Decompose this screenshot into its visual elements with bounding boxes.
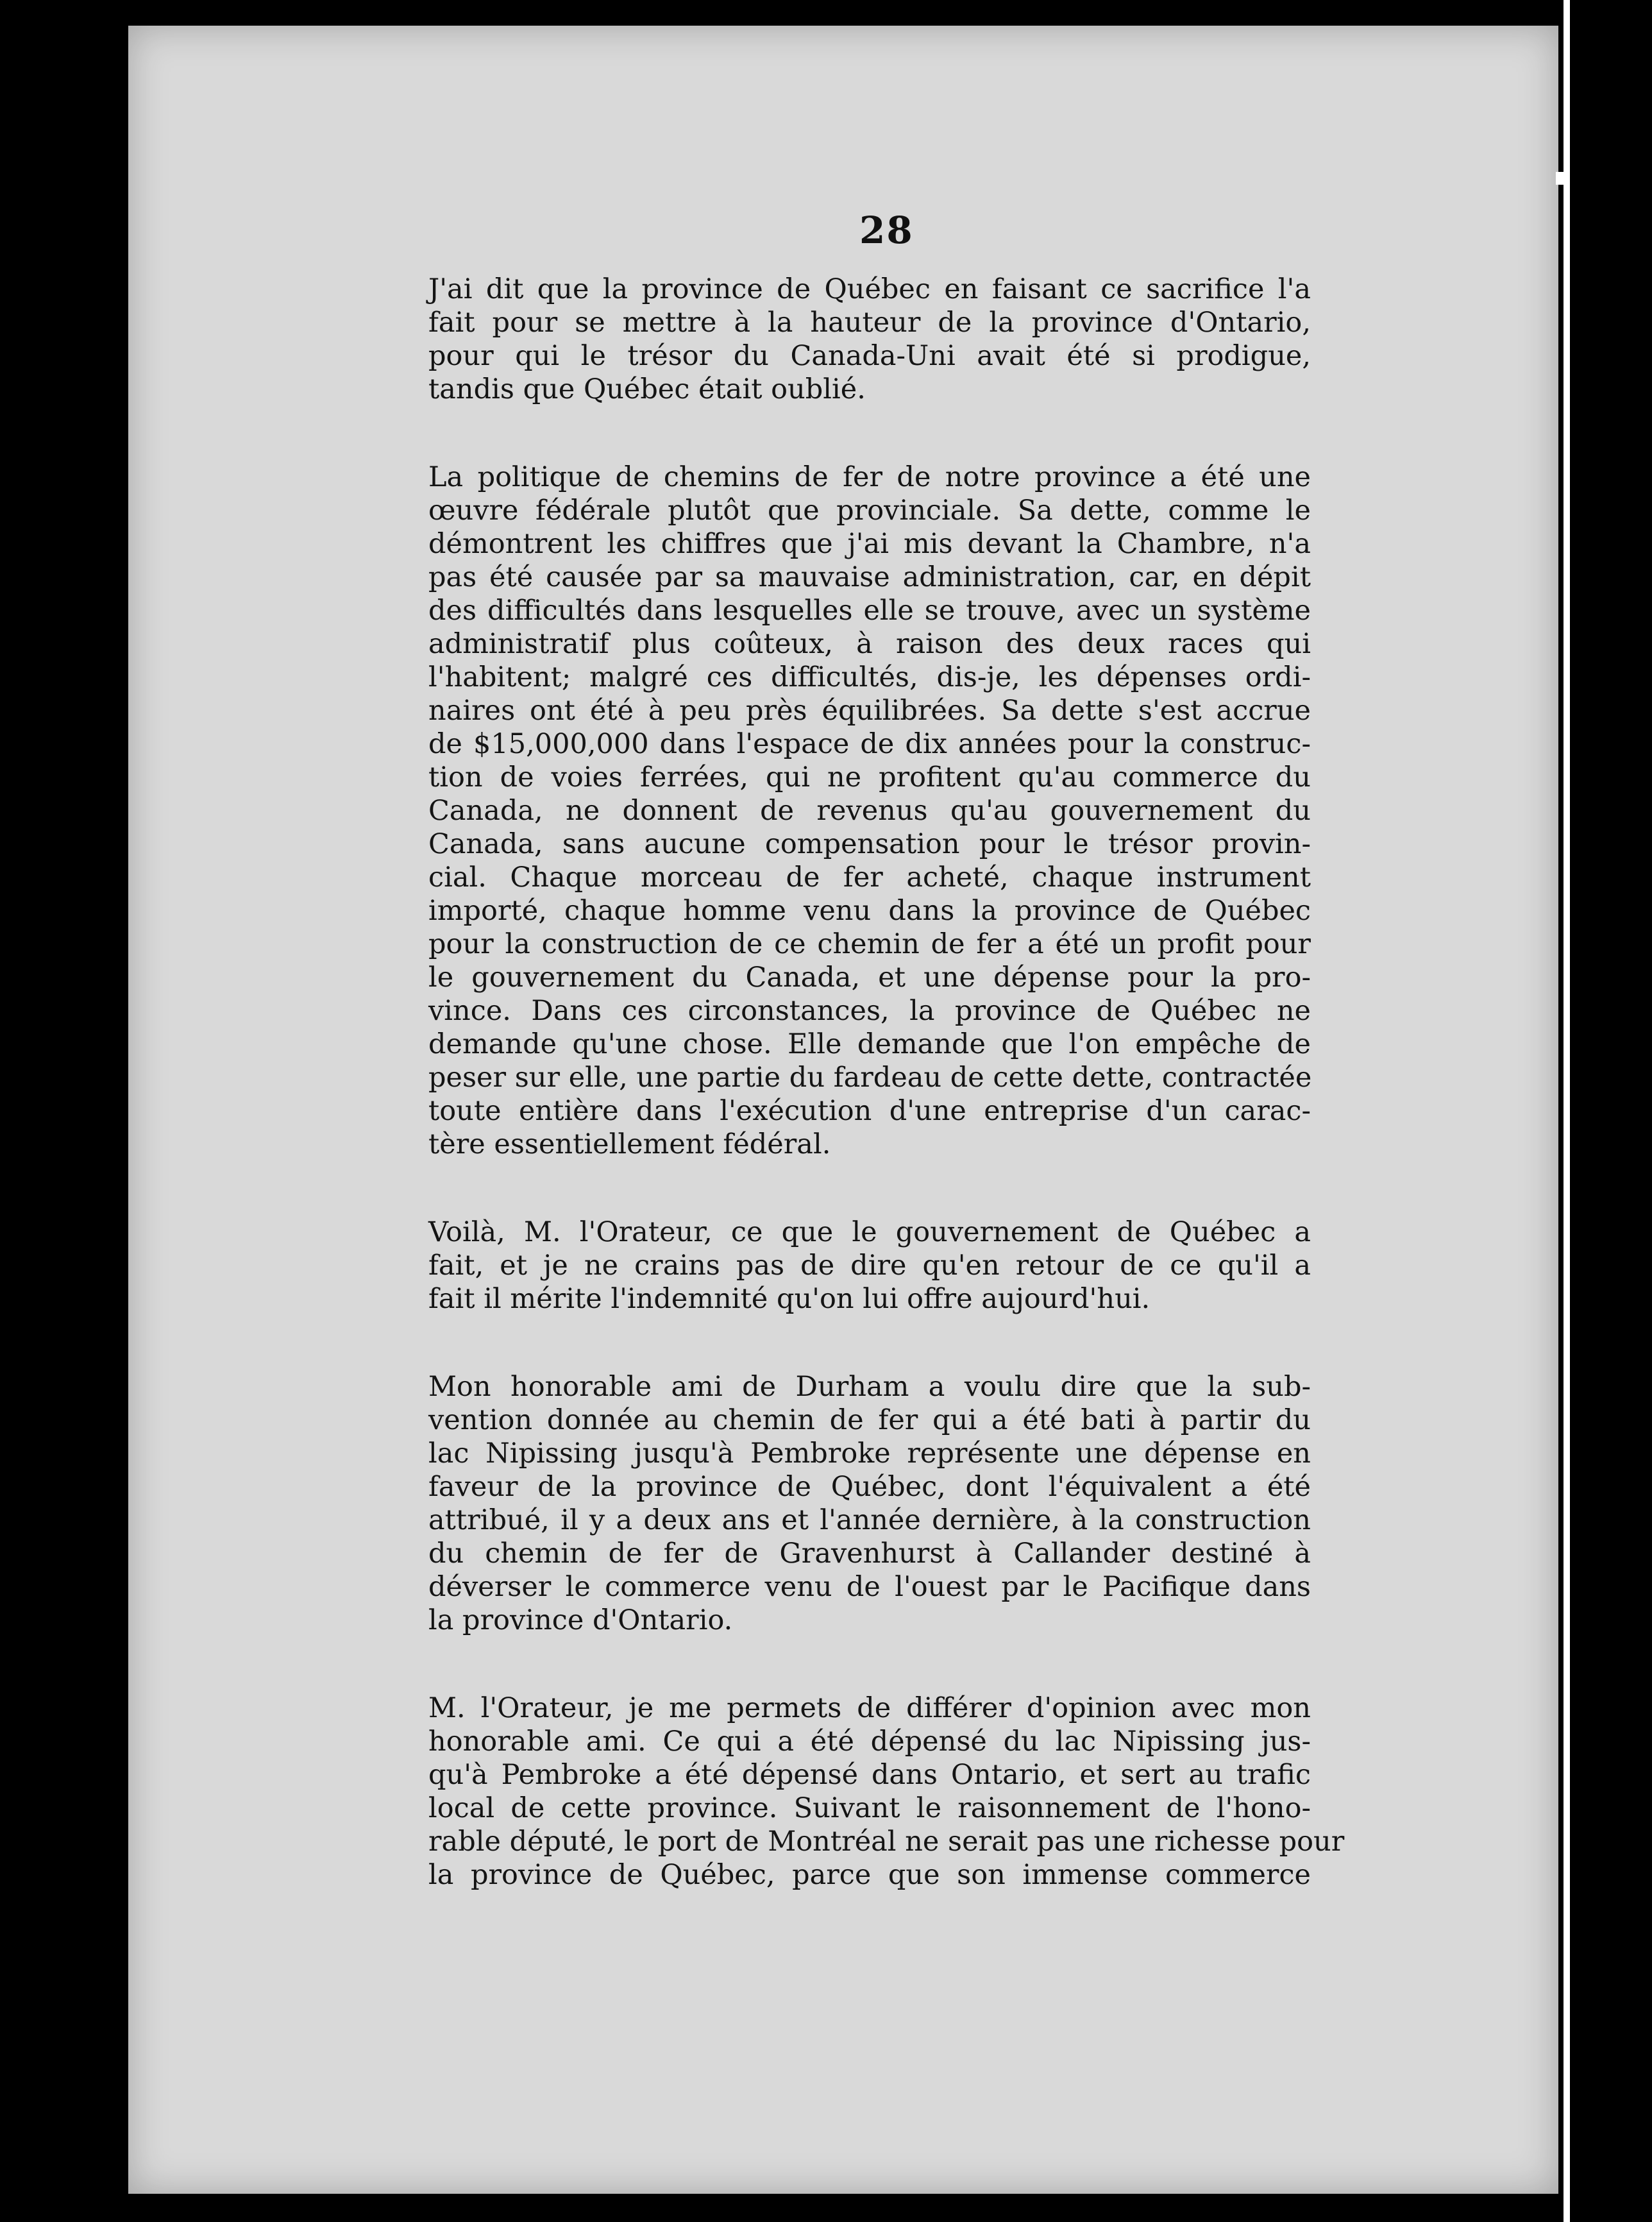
text-line: tandis que Québec était oublié. [428, 373, 866, 405]
text-line: administratif plus coûteux, à raison des deux races qui [428, 628, 1311, 660]
text-line: honorable ami. Ce qui a été dépensé du lac Nipissing jus- [428, 1726, 1311, 1758]
paragraph [428, 1370, 1311, 1637]
text-line: attribué, il y a deux ans et l'année dernière, à la construction [428, 1504, 1311, 1536]
page-edge [1564, 0, 1570, 2222]
text-line: lac Nipissing jusqu'à Pembroke représente une dépense en [428, 1438, 1311, 1470]
text-line: vince. Dans ces circonstances, la province de Québec ne [428, 995, 1311, 1027]
text-line: fait pour se mettre à la hauteur de la province d'Ontario, [428, 307, 1311, 339]
text-line: pour la construction de ce chemin de fer a été un profit pour [428, 928, 1311, 960]
paragraph-gap [428, 406, 1311, 461]
paragraph-gap [428, 1637, 1311, 1692]
text-line: M. l'Orateur, je me permets de différer d'opinion avec mon [428, 1692, 1311, 1724]
paragraph-gap [428, 1161, 1311, 1216]
text-line: la province d'Ontario. [428, 1604, 733, 1636]
text-line: tère essentiellement fédéral. [428, 1128, 831, 1160]
text-line: peser sur elle, une partie du fardeau de cette dette, contractée [428, 1062, 1312, 1094]
text-line: vention donnée au chemin de fer qui a été bati à partir du [428, 1404, 1311, 1436]
text-line: local de cette province. Suivant le raisonnement de l'hono- [428, 1792, 1311, 1824]
text-line: rable député, le port de Montréal ne serait pas une richesse pour [428, 1826, 1345, 1858]
text-line: démontrent les chiffres que j'ai mis devant la Chambre, n'a [428, 528, 1311, 560]
text-line: œuvre fédérale plutôt que provinciale. Sa dette, comme le [428, 495, 1311, 527]
text-line: Mon honorable ami de Durham a voulu dire que la sub- [428, 1371, 1311, 1403]
page-number: 28 [859, 208, 914, 252]
text-line: Voilà, M. l'Orateur, ce que le gouvernement de Québec a [428, 1216, 1311, 1248]
text-line: l'habitent; malgré ces difficultés, dis-je, les dépenses ordi- [428, 661, 1311, 693]
paragraph [428, 1692, 1345, 1892]
text-line: déverser le commerce venu de l'ouest par le Pacifique dans [428, 1571, 1311, 1603]
text-line: La politique de chemins de fer de notre province a été une [428, 461, 1311, 493]
text-line: faveur de la province de Québec, dont l'équivalent a été [428, 1471, 1311, 1503]
text-line: toute entière dans l'exécution d'une entreprise d'un carac- [428, 1095, 1311, 1127]
text-line: cial. Chaque morceau de fer acheté, chaque instrument [428, 861, 1311, 894]
text-line: J'ai dit que la province de Québec en faisant ce sacrifice l'a [428, 273, 1311, 305]
text-line: Canada, ne donnent de revenus qu'au gouvernement du [428, 795, 1311, 827]
paragraph [428, 1216, 1311, 1316]
text-line: Canada, sans aucune compensation pour le trésor provin- [428, 828, 1311, 860]
edge-mark [1556, 172, 1570, 185]
text-line: pas été causée par sa mauvaise administration, car, en dépit [428, 561, 1311, 593]
text-line: de $15,000,000 dans l'espace de dix années pour la construc- [428, 728, 1311, 760]
text-line: fait il mérite l'indemnité qu'on lui offre aujourd'hui. [428, 1283, 1150, 1315]
text-line: qu'à Pembroke a été dépensé dans Ontario, et sert au trafic [428, 1759, 1311, 1791]
text-line: des difficultés dans lesquelles elle se trouve, avec un système [428, 595, 1311, 627]
paragraph [428, 461, 1311, 1161]
text-line: le gouvernement du Canada, et une dépense pour la pro- [428, 962, 1311, 994]
text-line: tion de voies ferrées, qui ne profitent qu'au commerce du [428, 761, 1311, 793]
text-line: naires ont été à peu près équilibrées. Sa dette s'est accrue [428, 695, 1311, 727]
text-line: pour qui le trésor du Canada-Uni avait été si prodigue, [428, 340, 1311, 372]
text-line: demande qu'une chose. Elle demande que l'on empêche de [428, 1028, 1311, 1060]
paragraph-gap [428, 1316, 1311, 1370]
text-line: importé, chaque homme venu dans la province de Québec [428, 895, 1311, 927]
body-text [428, 273, 1345, 1892]
text-line: fait, et je ne crains pas de dire qu'en retour de ce qu'il a [428, 1250, 1311, 1282]
text-line: du chemin de fer de Gravenhurst à Callander destiné à [428, 1538, 1311, 1570]
scan-border [1570, 0, 1652, 2222]
text-line: la province de Québec, parce que son immense commerce [428, 1859, 1311, 1891]
paragraph [428, 273, 1311, 406]
